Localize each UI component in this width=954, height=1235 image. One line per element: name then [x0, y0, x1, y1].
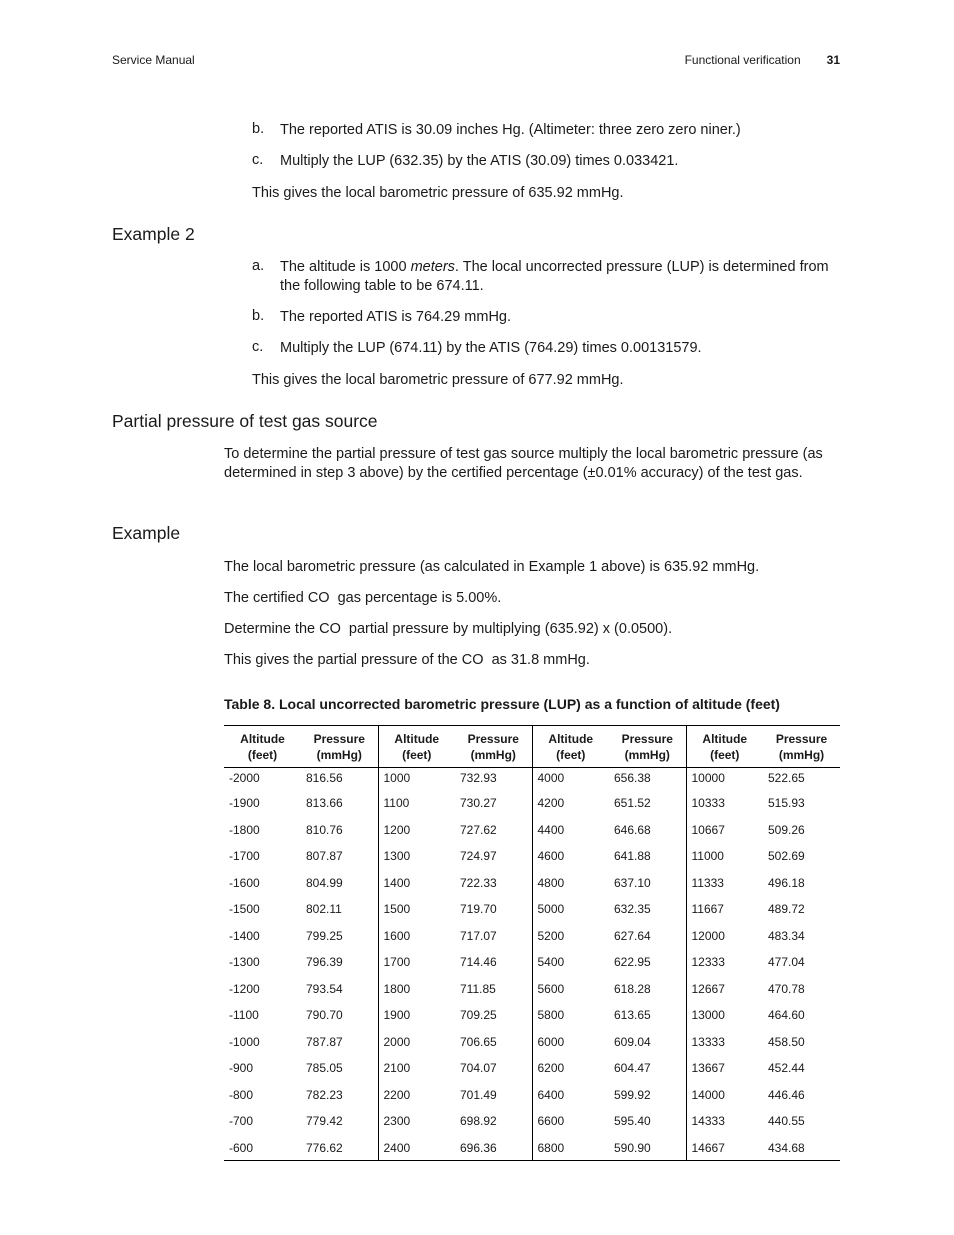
altitude-cell: -1500: [229, 902, 260, 916]
altitude-cell: -900: [229, 1061, 254, 1075]
altitude-cell: 2000: [378, 1033, 455, 1060]
pressure-cell: 470.78: [768, 981, 805, 996]
pressure-cell: 599.92: [614, 1087, 651, 1102]
table-caption: Table 8. Local uncorrected barometric pressure (LUP) as a function of altitude (feet): [224, 696, 780, 712]
pressure-cell: 522.65: [768, 771, 805, 785]
pressure-cell: 790.70: [306, 1008, 343, 1022]
table-row: [224, 1006, 840, 1033]
altitude-cell: 1500: [378, 900, 455, 927]
pressure-cell: 637.10: [614, 875, 651, 890]
example-heading: Example: [112, 523, 181, 543]
altitude-cell: 1700: [378, 953, 455, 980]
lup-table: [224, 725, 840, 1161]
pressure-cell: 434.68: [768, 1140, 805, 1155]
pressure-cell: 807.87: [306, 849, 343, 863]
pressure-cell: 711.85: [460, 981, 496, 996]
altitude-cell: -1900: [229, 796, 260, 810]
pressure-cell: 609.04: [614, 1034, 651, 1049]
altitude-cell: 6800: [532, 1139, 609, 1161]
pressure-cell: 802.11: [306, 902, 342, 916]
altitude-cell: -1000: [229, 1034, 260, 1049]
pressure-cell: 698.92: [460, 1114, 497, 1128]
table-row: [224, 1086, 840, 1113]
pressure-cell: 656.38: [614, 771, 651, 785]
pressure-cell: 722.33: [460, 875, 497, 890]
altitude-cell: 1900: [378, 1006, 455, 1033]
table-row: [224, 1033, 840, 1060]
pressure-cell: 489.72: [768, 902, 805, 916]
altitude-cell: 13000: [686, 1006, 763, 1033]
column-header-altitude: Altitude (feet): [378, 726, 455, 768]
altitude-cell: -1200: [229, 981, 260, 996]
table-header-row: [224, 726, 840, 768]
pressure-cell: 787.87: [306, 1034, 343, 1049]
example2-step-c: Multiply the LUP (674.11) by the ATIS (764.29) times 0.00131579.: [280, 340, 702, 356]
pressure-cell: 785.05: [306, 1061, 343, 1075]
pressure-cell: 730.27: [460, 796, 497, 810]
example2-result: This gives the local barometric pressure of 677.92 mmHg.: [252, 372, 624, 388]
altitude-cell: -800: [229, 1087, 254, 1102]
pressure-cell: 776.62: [306, 1140, 343, 1155]
pressure-cell: 701.49: [460, 1087, 497, 1102]
example2-step-a: The altitude is 1000 meters. The local uncorrected pressure (LUP) is determined from the following table to be 674.11.: [280, 259, 829, 294]
altitude-cell: 12333: [686, 953, 763, 980]
pressure-cell: 796.39: [306, 955, 343, 969]
example1-result: This gives the local barometric pressure of 635.92 mmHg.: [252, 185, 624, 201]
pressure-cell: 632.35: [614, 902, 651, 916]
pressure-cell: 804.99: [306, 875, 343, 890]
pressure-cell: 483.34: [768, 928, 805, 943]
altitude-cell: 4200: [532, 794, 609, 821]
altitude-cell: 2100: [378, 1059, 455, 1086]
pressure-cell: 706.65: [460, 1034, 497, 1049]
table-row: [224, 768, 840, 795]
table-row: [224, 847, 840, 874]
pressure-cell: 717.07: [460, 928, 497, 943]
altitude-cell: 2300: [378, 1112, 455, 1139]
pressure-cell: 590.90: [614, 1140, 651, 1155]
altitude-cell: 11667: [686, 900, 763, 927]
table-row: [224, 821, 840, 848]
column-header-altitude: Altitude (feet): [224, 726, 301, 768]
pressure-cell: 779.42: [306, 1114, 343, 1128]
altitude-cell: 1300: [378, 847, 455, 874]
pressure-cell: 816.56: [306, 771, 343, 785]
pressure-cell: 464.60: [768, 1008, 805, 1022]
altitude-cell: 1000: [378, 768, 455, 795]
altitude-cell: -2000: [229, 771, 260, 785]
pressure-cell: 799.25: [306, 928, 343, 943]
pressure-cell: 515.93: [768, 796, 805, 810]
pressure-cell: 646.68: [614, 822, 651, 837]
pressure-cell: 627.64: [614, 928, 651, 943]
pressure-cell: 709.25: [460, 1008, 497, 1022]
pressure-cell: 618.28: [614, 981, 651, 996]
column-header-pressure: Pressure (mmHg): [301, 726, 378, 768]
pressure-cell: 440.55: [768, 1114, 805, 1128]
altitude-cell: -1700: [229, 849, 260, 863]
pressure-cell: 604.47: [614, 1061, 651, 1075]
pressure-cell: 704.07: [460, 1061, 497, 1075]
altitude-cell: 6400: [532, 1086, 609, 1113]
altitude-cell: 6000: [532, 1033, 609, 1060]
altitude-cell: 2400: [378, 1139, 455, 1161]
column-header-pressure: Pressure (mmHg): [455, 726, 532, 768]
table-row: [224, 794, 840, 821]
column-header-pressure: Pressure (mmHg): [609, 726, 686, 768]
list-marker-c: c.: [252, 339, 264, 355]
altitude-cell: -700: [229, 1114, 254, 1128]
pressure-cell: 477.04: [768, 955, 805, 969]
pressure-cell: 810.76: [306, 822, 343, 837]
altitude-cell: 6600: [532, 1112, 609, 1139]
altitude-cell: -1600: [229, 875, 260, 890]
altitude-cell: 1100: [378, 794, 455, 821]
pressure-cell: 641.88: [614, 849, 651, 863]
altitude-cell: 4000: [532, 768, 609, 795]
table-row: [224, 1059, 840, 1086]
pressure-cell: 458.50: [768, 1034, 805, 1049]
page-number: 31: [826, 53, 840, 67]
example1-step-b: The reported ATIS is 30.09 inches Hg. (Altimeter: three zero zero niner.): [280, 122, 741, 138]
pressure-cell: 724.97: [460, 849, 497, 863]
example-line-2: The certified CO gas percentage is 5.00%.: [224, 590, 502, 606]
list-marker-b: b.: [252, 308, 265, 324]
column-header-pressure: Pressure (mmHg): [763, 726, 840, 768]
altitude-cell: 10667: [686, 821, 763, 848]
altitude-cell: 1800: [378, 980, 455, 1007]
altitude-cell: 14667: [686, 1139, 763, 1161]
pressure-cell: 622.95: [614, 955, 651, 969]
pressure-cell: 496.18: [768, 875, 805, 890]
list-marker-a: a.: [252, 258, 265, 274]
altitude-cell: 12000: [686, 927, 763, 954]
altitude-cell: 10333: [686, 794, 763, 821]
pressure-cell: 714.46: [460, 955, 497, 969]
altitude-cell: 5000: [532, 900, 609, 927]
altitude-cell: -1100: [229, 1008, 259, 1022]
altitude-cell: 11000: [686, 847, 763, 874]
list-marker-b: b.: [252, 121, 265, 137]
altitude-cell: 12667: [686, 980, 763, 1007]
partial-pressure-text: To determine the partial pressure of test gas source multiply the local barometric pressure (as determined in step 3 above) by the certified percentage (±0.01% accuracy) of the test gas.: [224, 446, 823, 481]
example2-step-b: The reported ATIS is 764.29 mmHg.: [280, 309, 512, 325]
pressure-cell: 719.70: [460, 902, 497, 916]
table-row: [224, 1112, 840, 1139]
altitude-cell: -1400: [229, 928, 260, 943]
pressure-cell: 782.23: [306, 1087, 343, 1102]
altitude-cell: 14333: [686, 1112, 763, 1139]
altitude-cell: 14000: [686, 1086, 763, 1113]
pressure-cell: 651.52: [614, 796, 651, 810]
section-name: Functional verification: [684, 53, 801, 67]
table-row: [224, 874, 840, 901]
running-header-section: [685, 53, 840, 67]
altitude-cell: 13667: [686, 1059, 763, 1086]
altitude-cell: 1600: [378, 927, 455, 954]
altitude-cell: 5200: [532, 927, 609, 954]
altitude-cell: 6200: [532, 1059, 609, 1086]
table-row: [224, 953, 840, 980]
table-row: [224, 1139, 840, 1161]
example-line-1: The local barometric pressure (as calculated in Example 1 above) is 635.92 mmHg.: [224, 559, 760, 575]
example2-heading: Example 2: [112, 224, 195, 244]
example-line-4: This gives the partial pressure of the CO as 31.8 mmHg.: [224, 652, 590, 668]
altitude-cell: 1200: [378, 821, 455, 848]
pressure-cell: 696.36: [460, 1140, 497, 1155]
altitude-cell: -600: [229, 1140, 254, 1155]
altitude-cell: 10000: [686, 768, 763, 795]
example1-step-c: Multiply the LUP (632.35) by the ATIS (30.09) times 0.033421.: [280, 153, 679, 169]
pressure-cell: 613.65: [614, 1008, 651, 1022]
pressure-cell: 813.66: [306, 796, 343, 810]
altitude-cell: 13333: [686, 1033, 763, 1060]
altitude-cell: 4600: [532, 847, 609, 874]
altitude-cell: -1300: [229, 955, 260, 969]
altitude-cell: 5800: [532, 1006, 609, 1033]
altitude-cell: 5400: [532, 953, 609, 980]
pressure-cell: 502.69: [768, 849, 805, 863]
altitude-cell: -1800: [229, 822, 260, 837]
pressure-cell: 732.93: [460, 771, 497, 785]
altitude-cell: 5600: [532, 980, 609, 1007]
pressure-cell: 793.54: [306, 981, 343, 996]
altitude-cell: 11333: [686, 874, 763, 901]
pressure-cell: 595.40: [614, 1114, 651, 1128]
column-header-altitude: Altitude (feet): [532, 726, 609, 768]
pressure-cell: 727.62: [460, 822, 497, 837]
table-row: [224, 980, 840, 1007]
example-line-3: Determine the CO partial pressure by multiplying (635.92) x (0.0500).: [224, 621, 673, 637]
table-row: [224, 927, 840, 954]
list-marker-c: c.: [252, 152, 264, 168]
partial-pressure-heading: Partial pressure of test gas source: [112, 411, 378, 431]
pressure-cell: 446.46: [768, 1087, 805, 1102]
altitude-cell: 4400: [532, 821, 609, 848]
altitude-cell: 4800: [532, 874, 609, 901]
column-header-altitude: Altitude (feet): [686, 726, 763, 768]
table-row: [224, 900, 840, 927]
pressure-cell: 509.26: [768, 822, 805, 837]
altitude-cell: 1400: [378, 874, 455, 901]
pressure-cell: 452.44: [768, 1061, 805, 1075]
altitude-cell: 2200: [378, 1086, 455, 1113]
running-header-title: Service Manual: [112, 53, 195, 67]
